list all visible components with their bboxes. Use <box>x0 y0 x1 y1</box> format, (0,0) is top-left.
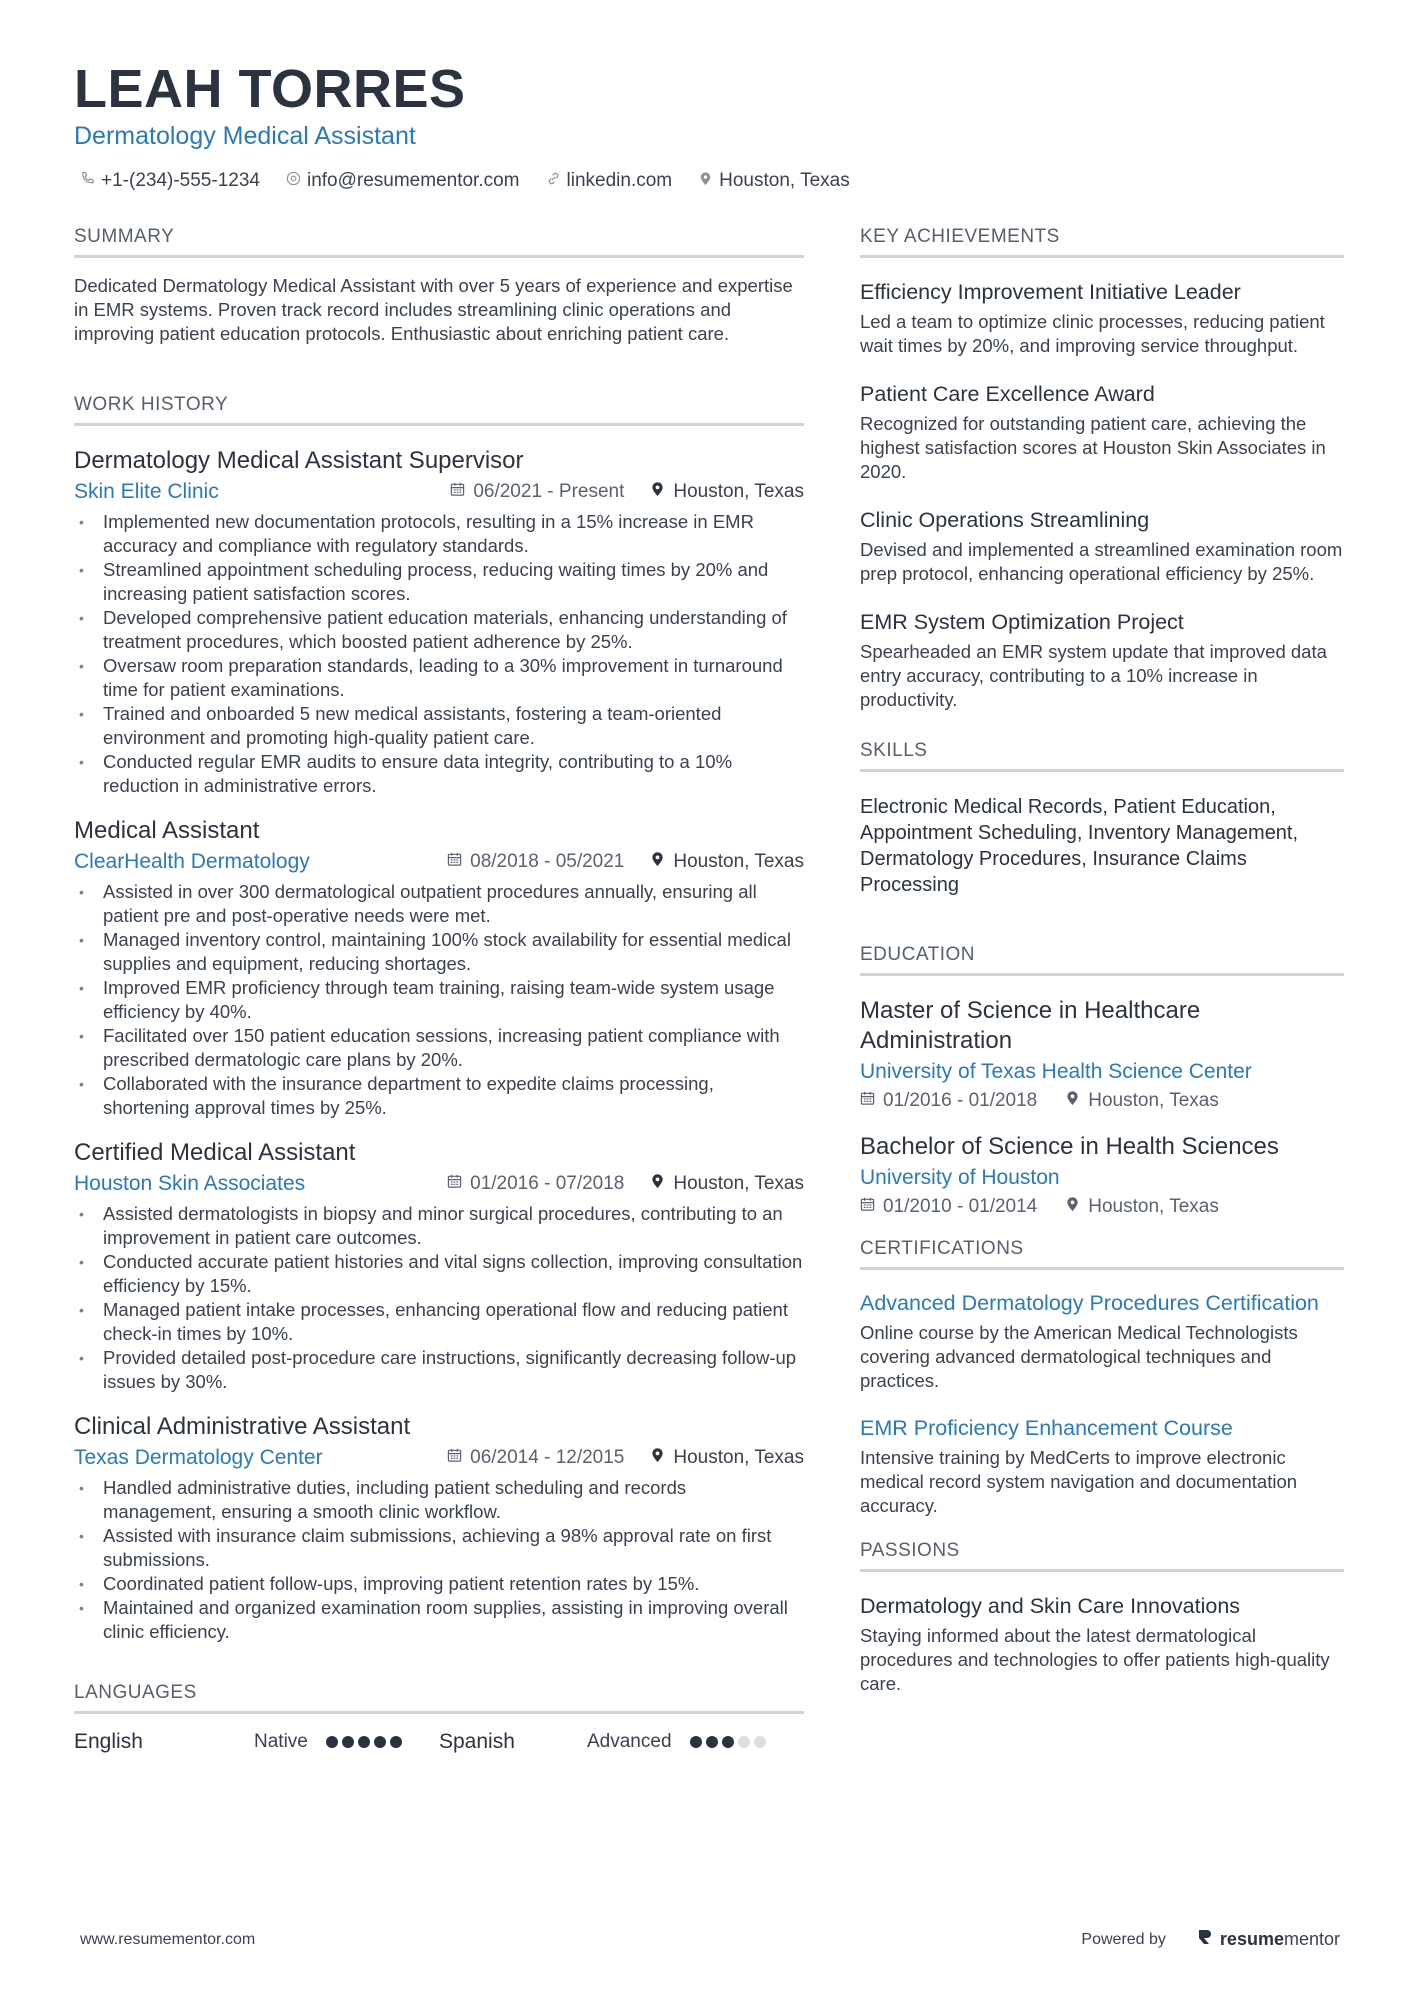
rating-dot <box>374 1736 386 1748</box>
certifications-section <box>860 1238 1344 1518</box>
job-bullet: • Handled administrative duties, including patient scheduling and records management, ensuring a smooth clinic workflow. <box>74 1476 804 1524</box>
job-title: Medical Assistant <box>74 817 260 844</box>
achievement-desc: Recognized for outstanding patient care, achieving the highest satisfaction scores at Houston Skin Associates in 2020. <box>860 413 1326 482</box>
language-level: Native <box>254 1731 308 1752</box>
calendar-icon <box>860 1090 875 1112</box>
brand-name-bold: resume <box>1219 1929 1284 1949</box>
language-list <box>74 1730 804 1754</box>
left-column <box>74 226 804 1754</box>
job-location <box>650 851 804 873</box>
location-pin-icon <box>698 170 713 192</box>
job-entry <box>74 1138 804 1394</box>
location-pin-icon <box>1065 1196 1080 1218</box>
rating-dot <box>358 1736 370 1748</box>
education-section <box>860 944 1344 1218</box>
education-location <box>1065 1090 1219 1112</box>
achievement-title: EMR System Optimization Project <box>860 610 1184 634</box>
job-dates <box>447 1447 624 1469</box>
location-text: Houston, Texas <box>719 170 850 191</box>
job-bullet: • Maintained and organized examination room supplies, assisting in improving overall clinic efficiency. <box>74 1596 804 1644</box>
rating-dot <box>326 1736 338 1748</box>
education-location <box>1065 1196 1219 1218</box>
skills-section <box>860 740 1344 898</box>
certification-title: EMR Proficiency Enhancement Course <box>860 1416 1233 1440</box>
job-location-text: Houston, Texas <box>673 481 804 502</box>
job-dates-text: 06/2014 - 12/2015 <box>470 1447 625 1468</box>
job-dates <box>447 1173 624 1195</box>
language-rating <box>326 1736 402 1748</box>
rating-dot <box>722 1736 734 1748</box>
company-name: Skin Elite Clinic <box>74 480 219 503</box>
language-name: Spanish <box>439 1730 515 1753</box>
achievement-desc: Led a team to optimize clinic processes, reducing patient wait times by 20%, and improving service throughput. <box>860 311 1325 356</box>
calendar-icon <box>447 1447 462 1469</box>
job-dates <box>447 851 624 873</box>
job-title: Certified Medical Assistant <box>74 1139 356 1166</box>
language-item <box>74 1730 439 1754</box>
job-bullets <box>74 510 804 798</box>
brand-name-light: mentor <box>1283 1929 1340 1949</box>
education-dates-text: 01/2010 - 01/2014 <box>883 1196 1038 1217</box>
calendar-icon <box>447 851 462 873</box>
calendar-icon <box>860 1196 875 1218</box>
job-meta <box>74 1172 804 1196</box>
linkedin-text: linkedin.com <box>566 170 673 191</box>
summary-heading: SUMMARY <box>74 226 804 258</box>
education-meta <box>860 1196 1344 1218</box>
languages-heading: LANGUAGES <box>74 1682 804 1714</box>
job-bullet: • Managed inventory control, maintaining 100% stock availability for essential medical supplies and equipment, reducing shortages. <box>74 928 804 976</box>
job-bullet: • Assisted with insurance claim submissions, achieving a 98% approval rate on first submissions. <box>74 1524 804 1572</box>
certification-desc: Online course by the American Medical Technologists covering advanced dermatological techniques and practices. <box>860 1322 1298 1391</box>
certification-list <box>860 1290 1344 1518</box>
rating-dot <box>342 1736 354 1748</box>
education-list <box>860 996 1344 1218</box>
contact-phone <box>80 170 260 192</box>
school-name: University of Texas Health Science Center <box>860 1060 1252 1083</box>
rating-dot <box>706 1736 718 1748</box>
languages-section <box>74 1682 804 1754</box>
candidate-title: Dermatology Medical Assistant <box>74 122 416 150</box>
education-dates <box>860 1196 1037 1218</box>
rating-dot <box>390 1736 402 1748</box>
work-history-section <box>74 394 804 1644</box>
email-text: info@resumementor.com <box>306 170 520 191</box>
degree-title: Bachelor of Science in Health Sciences <box>860 1133 1279 1160</box>
education-item <box>860 1132 1344 1218</box>
job-bullet: • Trained and onboarded 5 new medical assistants, fostering a team-oriented environment and promoting high-quality patient care. <box>74 702 804 750</box>
job-bullet: • Collaborated with the insurance department to expedite claims processing, shortening approval times by 25%. <box>74 1072 804 1120</box>
degree-title: Master of Science in Healthcare Administration <box>860 997 1201 1054</box>
certifications-heading: CERTIFICATIONS <box>860 1238 1344 1270</box>
job-location <box>650 481 804 503</box>
job-bullets <box>74 1476 804 1644</box>
contact-bar <box>80 170 850 192</box>
education-location-text: Houston, Texas <box>1088 1196 1219 1217</box>
achievement-title: Efficiency Improvement Initiative Leader <box>860 280 1241 304</box>
company-name: ClearHealth Dermatology <box>74 850 310 873</box>
job-bullet: • Streamlined appointment scheduling process, reducing waiting times by 20% and increasing patient satisfaction scores. <box>74 558 804 606</box>
powered-by-label: Powered by <box>1081 1930 1166 1948</box>
rating-dot <box>738 1736 750 1748</box>
job-location <box>650 1447 804 1469</box>
job-entry <box>74 1412 804 1644</box>
phone-icon <box>80 170 95 192</box>
certification-title: Advanced Dermatology Procedures Certification <box>860 1291 1319 1315</box>
job-entry <box>74 446 804 798</box>
passions-heading: PASSIONS <box>860 1540 1344 1572</box>
job-meta <box>74 1446 804 1470</box>
job-title: Clinical Administrative Assistant <box>74 1413 411 1440</box>
passion-title: Dermatology and Skin Care Innovations <box>860 1594 1241 1618</box>
brand-logo[interactable] <box>1196 1928 1340 1951</box>
job-bullet: • Oversaw room preparation standards, leading to a 30% improvement in turnaround time for patient examinations. <box>74 654 804 702</box>
language-rating <box>690 1736 766 1748</box>
location-pin-icon <box>650 1173 665 1195</box>
job-location-text: Houston, Texas <box>673 1173 804 1194</box>
job-bullet: • Provided detailed post-procedure care instructions, significantly decreasing follow-up issues by 30%. <box>74 1346 804 1394</box>
calendar-icon <box>450 481 465 503</box>
education-meta <box>860 1090 1344 1112</box>
contact-email[interactable] <box>286 170 520 192</box>
achievement-list <box>860 278 1344 712</box>
location-pin-icon <box>650 1447 665 1469</box>
language-level: Advanced <box>587 1731 672 1752</box>
job-meta-right <box>447 1173 804 1195</box>
achievement-desc: Devised and implemented a streamlined examination room prep protocol, enhancing operational efficiency by 25%. <box>860 539 1343 584</box>
job-meta <box>74 480 804 504</box>
location-pin-icon <box>650 851 665 873</box>
job-bullet: • Managed patient intake processes, enhancing operational flow and reducing patient check-in times by 10%. <box>74 1298 804 1346</box>
job-location-text: Houston, Texas <box>673 1447 804 1468</box>
school-name: University of Houston <box>860 1166 1060 1189</box>
job-bullet: • Assisted dermatologists in biopsy and minor surgical procedures, contributing to an improvement in patient care outcomes. <box>74 1202 804 1250</box>
footer-branding <box>1081 1928 1340 1951</box>
at-icon <box>286 170 301 192</box>
passions-section <box>860 1540 1344 1696</box>
phone-text: +1-(234)-555-1234 <box>101 170 260 191</box>
job-bullet: • Implemented new documentation protocols, resulting in a 15% increase in EMR accuracy and compliance with regulatory standards. <box>74 510 804 558</box>
job-meta-right <box>447 1447 804 1469</box>
job-title: Dermatology Medical Assistant Supervisor <box>74 447 524 474</box>
language-item <box>439 1730 804 1754</box>
job-bullet: • Facilitated over 150 patient education sessions, increasing patient compliance with prescribed dermatologic care plans by 20%. <box>74 1024 804 1072</box>
job-location-text: Houston, Texas <box>673 851 804 872</box>
passion-item <box>860 1592 1344 1696</box>
right-column <box>860 226 1344 1718</box>
job-bullet: • Coordinated patient follow-ups, improving patient retention rates by 15%. <box>74 1572 804 1596</box>
job-meta <box>74 850 804 874</box>
achievement-title: Clinic Operations Streamlining <box>860 508 1150 532</box>
job-entry <box>74 816 804 1120</box>
summary-section <box>74 226 804 346</box>
rating-dot <box>754 1736 766 1748</box>
job-bullets <box>74 880 804 1120</box>
calendar-icon <box>447 1173 462 1195</box>
achievement-item <box>860 608 1344 712</box>
skills-text: Electronic Medical Records, Patient Education, Appointment Scheduling, Inventory Management, Dermatology Procedures, Insurance Claims Processing <box>860 796 1299 896</box>
certification-item <box>860 1290 1344 1393</box>
achievement-item <box>860 506 1344 586</box>
achievement-desc: Spearheaded an EMR system update that improved data entry accuracy, contributing to a 10% increase in productivity. <box>860 641 1327 710</box>
company-name: Texas Dermatology Center <box>74 1446 323 1469</box>
job-meta-right <box>450 481 804 503</box>
achievement-item <box>860 380 1344 484</box>
job-bullets <box>74 1202 804 1394</box>
work-history-heading: WORK HISTORY <box>74 394 804 426</box>
education-heading: EDUCATION <box>860 944 1344 976</box>
certification-desc: Intensive training by MedCerts to improve electronic medical record system navigation and documentation accuracy. <box>860 1447 1298 1516</box>
education-item <box>860 996 1344 1112</box>
summary-text: Dedicated Dermatology Medical Assistant with over 5 years of experience and expertise in EMR systems. Proven track record includes streamlining clinic operations and improving patient education protocols. Enthusiastic about enriching patient care. <box>74 275 793 344</box>
achievement-item <box>860 278 1344 358</box>
company-name: Houston Skin Associates <box>74 1172 306 1195</box>
language-name: English <box>74 1730 143 1753</box>
link-icon <box>546 170 561 192</box>
job-dates <box>450 481 624 503</box>
footer-website[interactable]: www.resumementor.com <box>80 1931 256 1948</box>
rating-dot <box>690 1736 702 1748</box>
job-bullet: • Assisted in over 300 dermatological outpatient procedures annually, ensuring all patient pre and post-operative needs were met. <box>74 880 804 928</box>
job-bullet: • Improved EMR proficiency through team training, raising team-wide system usage efficiency by 40%. <box>74 976 804 1024</box>
education-dates-text: 01/2016 - 01/2018 <box>883 1090 1038 1111</box>
job-bullet: • Conducted regular EMR audits to ensure data integrity, contributing to a 10% reduction in administrative errors. <box>74 750 804 798</box>
certification-item <box>860 1415 1344 1518</box>
contact-linkedin[interactable] <box>546 170 673 192</box>
job-location <box>650 1173 804 1195</box>
location-pin-icon <box>1065 1090 1080 1112</box>
job-bullet: • Conducted accurate patient histories and vital signs collection, improving consultation efficiency by 15%. <box>74 1250 804 1298</box>
passion-list <box>860 1592 1344 1696</box>
resumementor-logo-icon <box>1196 1928 1214 1951</box>
job-dates-text: 06/2021 - Present <box>473 481 625 502</box>
job-list <box>74 446 804 1644</box>
achievement-title: Patient Care Excellence Award <box>860 382 1155 406</box>
job-dates-text: 01/2016 - 07/2018 <box>470 1173 625 1194</box>
location-pin-icon <box>650 481 665 503</box>
achievements-section <box>860 226 1344 712</box>
achievements-heading: KEY ACHIEVEMENTS <box>860 226 1344 258</box>
passion-desc: Staying informed about the latest dermatological procedures and technologies to offer patients high-quality care. <box>860 1625 1330 1694</box>
education-dates <box>860 1090 1037 1112</box>
job-meta-right <box>447 851 804 873</box>
skills-heading: SKILLS <box>860 740 1344 772</box>
job-bullet: • Developed comprehensive patient education materials, enhancing understanding of treatment procedures, which boosted patient adherence by 25%. <box>74 606 804 654</box>
candidate-name: LEAH TORRES <box>74 59 466 119</box>
contact-location <box>698 170 850 192</box>
job-dates-text: 08/2018 - 05/2021 <box>470 851 625 872</box>
education-location-text: Houston, Texas <box>1088 1090 1219 1111</box>
